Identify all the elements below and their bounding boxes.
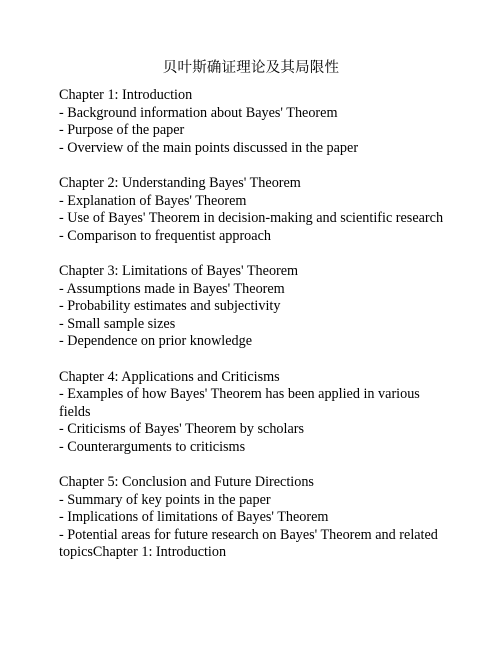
list-item: - Summary of key points in the paper <box>59 491 271 508</box>
list-item: - Small sample sizes <box>59 315 176 332</box>
chapter-5 <box>59 474 449 562</box>
chapter-1 <box>59 87 449 157</box>
chapter-heading: Chapter 5: Conclusion and Future Directions <box>59 474 314 491</box>
list-item: - Purpose of the paper <box>59 122 185 139</box>
chapter-heading: Chapter 4: Applications and Criticisms <box>59 368 280 385</box>
list-item: - Background information about Bayes' Theorem <box>59 104 338 121</box>
chapter-heading: Chapter 2: Understanding Bayes' Theorem <box>59 174 301 191</box>
chapter-4 <box>59 369 449 457</box>
list-item: - Overview of the main points discussed in the paper <box>59 139 359 156</box>
list-item: - Probability estimates and subjectivity <box>59 298 281 315</box>
chapter-heading: Chapter 3: Limitations of Bayes' Theorem <box>59 262 299 279</box>
list-item: - Examples of how Bayes' Theorem has been applied in various fields <box>59 386 420 420</box>
list-item: - Comparison to frequentist approach <box>59 227 271 244</box>
document-body <box>59 87 449 580</box>
chapter-2 <box>59 175 449 245</box>
document-title: 贝叶斯确证理论及其局限性 <box>162 60 340 76</box>
list-item: - Criticisms of Bayes' Theorem by scholars <box>59 421 305 438</box>
chapter-heading: Chapter 1: Introduction <box>59 87 193 103</box>
list-item: - Use of Bayes' Theorem in decision-making and scientific research <box>59 210 444 227</box>
list-item: - Counterarguments to criticisms <box>59 438 246 455</box>
chapter-3 <box>59 263 449 351</box>
list-item: - Dependence on prior knowledge <box>59 333 253 350</box>
list-item: - Explanation of Bayes' Theorem <box>59 192 247 209</box>
list-item: - Potential areas for future research on Bayes' Theorem and related topicsChapter 1: Introduction <box>59 526 438 561</box>
list-item: - Implications of limitations of Bayes' Theorem <box>59 509 329 526</box>
list-item: - Assumptions made in Bayes' Theorem <box>59 280 285 297</box>
